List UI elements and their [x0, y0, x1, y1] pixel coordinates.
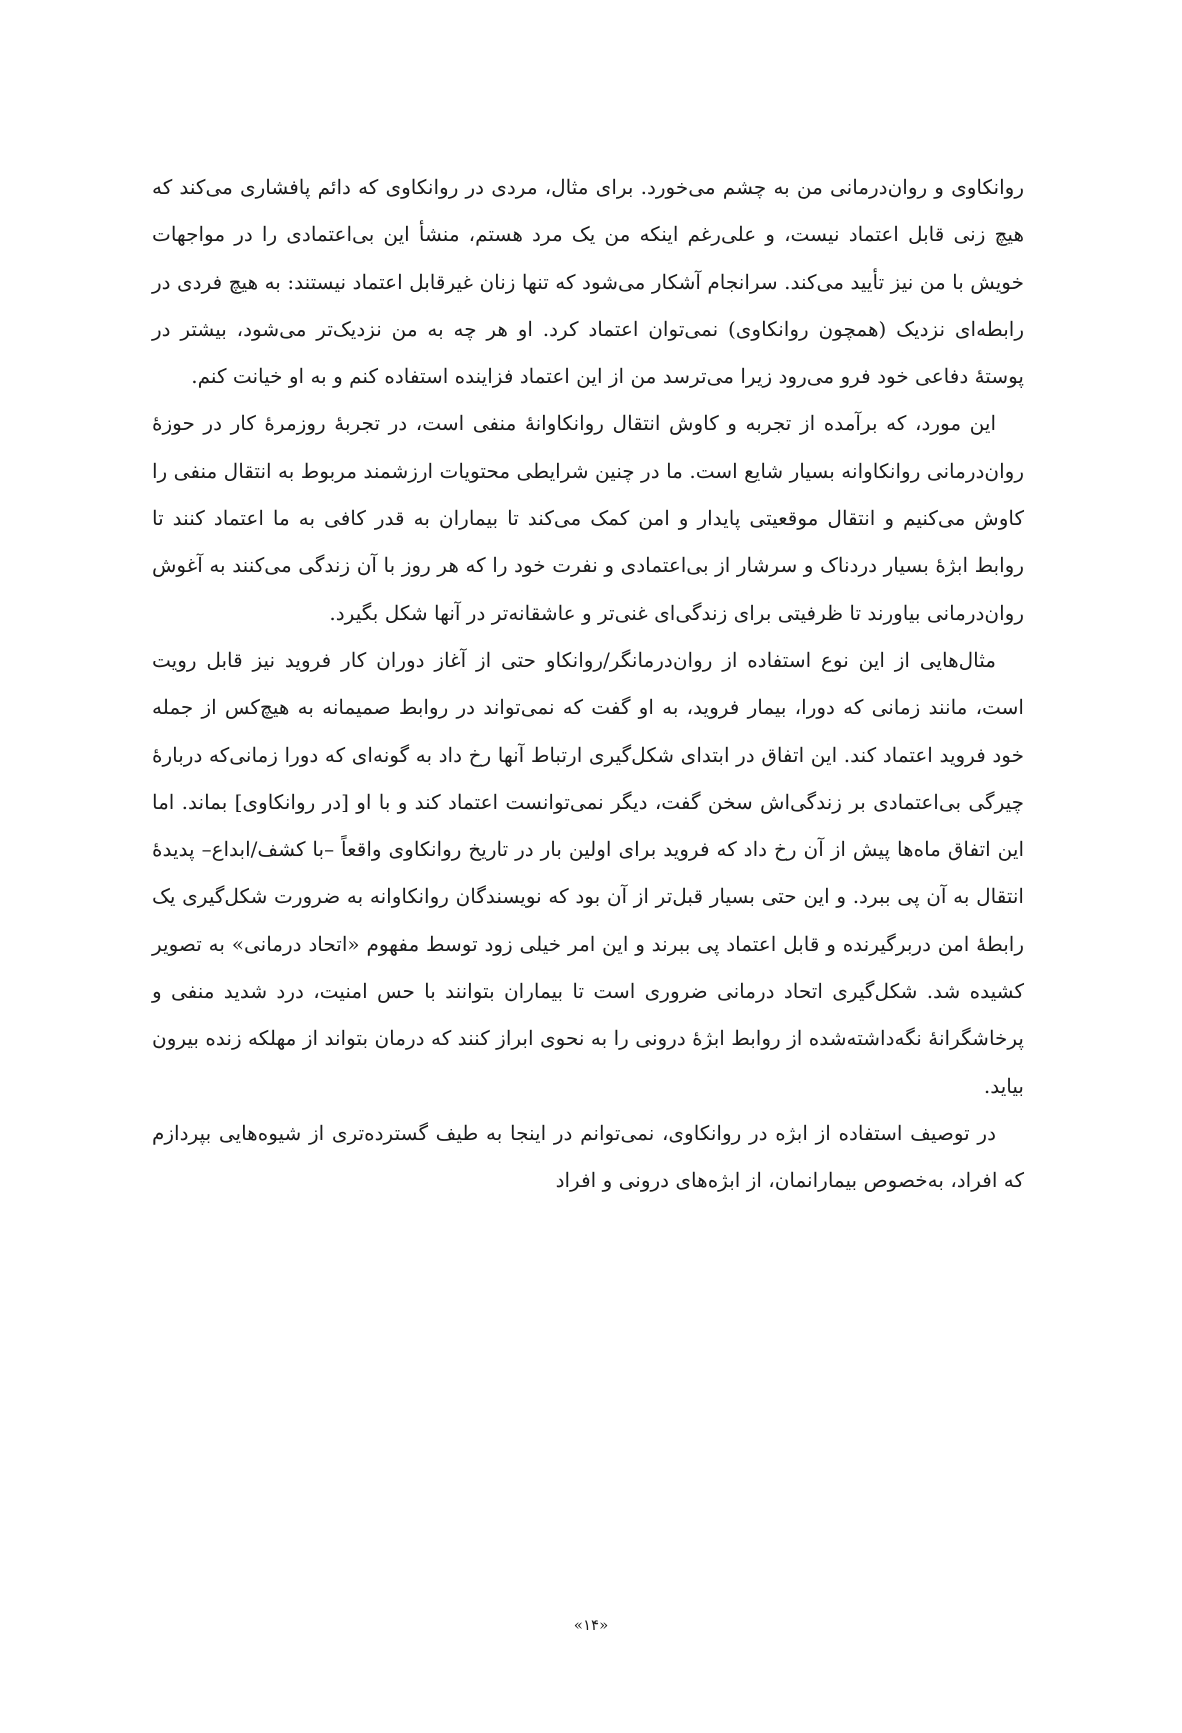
paragraph-3: مثال‌هایی از این نوع استفاده از روان‌درمانگر/روانکاو حتی از آغاز دوران کار فروید نیز قابل رویت است، مانند زمانی که دورا، بیمار فروید، به او گفت که نمی‌تواند در روابط صمیمانه به هیچ‌کس از جمله خود فروید اعتماد کند. این اتفاق در ابتدای شکل‌گیری ارتباط آنها رخ داد به گونه‌ای که دورا زمانی‌که دربارهٔ چیرگی بی‌اعتمادی بر زندگی‌اش سخن گفت، دیگر نمی‌توانست اعتماد کند و با او [در روانکاوی] بماند. اما این اتفاق ماه‌ها پیش از آن رخ داد که فروید برای اولین بار در تاریخ روانکاوی واقعاً –با کشف/ابداع– پدیدهٔ انتقال به آن پی ببرد. و این حتی بسیار قبل‌تر از آن بود که نویسندگان روانکاوانه به ضرورت شکل‌گیری یک رابطهٔ امن دربرگیرنده و قابل اعتماد پی ببرند و این امر خیلی زود توسط مفهوم «اتحاد درمانی» به تصویر کشیده شد. شکل‌گیری اتحاد درمانی ضروری است تا بیماران بتوانند با حس امنیت، درد شدید منفی و پرخاشگرانهٔ نگه‌داشته‌شده از روابط ابژهٔ درونی را به نحوی ابراز کنند که درمان بتواند از مهلکه زنده بیرون بیاید.: [152, 647, 1025, 1098]
page-number: «۱۴»: [573, 1616, 609, 1634]
paragraph-1: روانکاوی و روان‌درمانی من به چشم می‌خورد. برای مثال، مردی در روانکاوی که دائم پافشاری می‌کند که هیچ زنی قابل اعتماد نیست، و علی‌رغم اینکه من یک مرد هستم، منشأ این بی‌اعتمادی را در مواجهات خویش با من نیز تأیید می‌کند. سرانجام آشکار می‌شود که تنها زنان غیرقابل اعتماد نیستند: به هیچ فردی در رابطه‌ای نزدیک (همچون روانکاوی) نمی‌توان اعتماد کرد. او هر چه به من نزدیک‌تر می‌شود، بیشتر در پوستهٔ دفاعی خود فرو می‌رود زیرا می‌ترسد من از این اعتماد فزاینده استفاده کنم و به او خیانت کنم.: [152, 175, 1024, 389]
paragraph-2: این مورد، که برآمده از تجربه و کاوش انتقال روانکاوانهٔ منفی است، در تجربهٔ روزمرهٔ کار در حوزهٔ روان‌درمانی روانکاوانه بسیار شایع است. ما در چنین شرایطی محتویات ارزشمند مربوط به انتقال منفی را کاوش می‌کنیم و انتقال موقعیتی پایدار و امن کمک می‌کند تا بیماران به قدر کافی به ما اعتماد کنند تا روابط ابژهٔ بسیار دردناک و سرشار از بی‌اعتمادی و نفرت خود را که هر روز با آن زندگی می‌کنند به آغوش روان‌درمانی بیاورند تا ظرفیتی برای زندگی‌ای غنی‌تر و عاشقانه‌تر در آنها شکل بگیرد.: [152, 411, 1024, 625]
body-text: [152, 164, 1024, 1205]
paragraph-4: در توصیف استفاده از ابژه در روانکاوی، نمی‌توانم در اینجا به طیف گسترده‌تری از شیوه‌هایی بپردازم که افراد، به‌خصوص بیمارانمان، از ابژه‌های درونی و افراد: [152, 1120, 1024, 1193]
